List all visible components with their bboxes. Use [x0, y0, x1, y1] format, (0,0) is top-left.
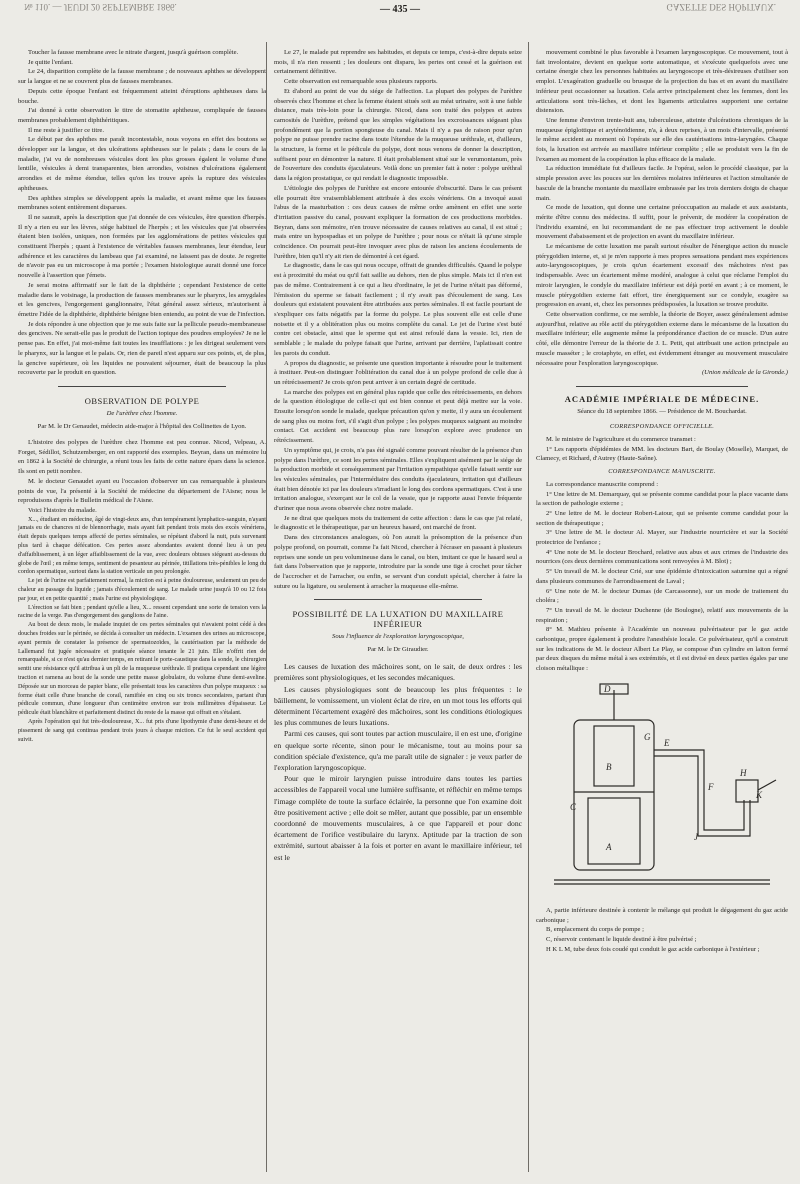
paragraph: 6° Une note de M. le docteur Dumas (de Carcassonne), sur un mode de traitement du choléra ; — [536, 587, 788, 605]
column-3 — [536, 48, 788, 954]
col2-paragraphs — [274, 48, 522, 591]
article-author: Par M. le Dr Giraudier. — [367, 646, 429, 654]
paragraph: Il ne saurait, après la description que j'ai donnée de ces vésicules, être question d'herpès. Il n'y a rien eu sur les lèvres, siége habituel de l'herpès ; et les vésicules que j'ai observées étaient bien isolées, uniques, non formées par les agglomérations de petites vésicules qui constituent l'herpès ; quant à l'existence de véritables fausses membranes, leur étendue, leur adhérence et les caractères du lambeau que j'ai examiné, ne laissent pas de doute. Je regrette de n'avoir pas eu un microscope à ma portée ; l'examen histologique aurait donné une force nouvelle à l'assertion que j'émets. — [18, 213, 266, 280]
manuscript-correspondence — [536, 480, 788, 674]
paragraph: Il me reste à justifier ce titre. — [28, 126, 104, 134]
session-line: Séance du 18 septembre 1866. — Présidence de M. Bouchardat. — [577, 407, 747, 415]
apparatus-drawing — [544, 680, 780, 900]
paragraph: Cette observation confirme, ce me semble, la théorie de Boyer, assez généralement admise aujourd'hui, relative au rôle actif du ptérygoïdien externe dans le mécanisme de la luxation du maxillaire inférieur; elle augmente même la prépondérance d'action de ce muscle. D'un autre côté, elle démontre l'erreur de la théorie de J. L. Petit, qui attribuait une action principale au muscle masséter ; le crotaphyte, en effet, est évidemment étranger au mouvement musculaire nécessaire pour l'exploration laryngoscopique. — [536, 310, 788, 367]
paragraph: Au bout de deux mois, le malade inquiet de ces pertes séminales qui n'avaient point cédé à des douches froides sur le périnée, se décida à consulter un médecin. L'examen des urines au microscope, ayant permis de constater la présence de spermatozoïdes, la cautérisation par la méthode de Lallemand fut jugée nécessaire et pratiquée séance tenante le 21 juin. Elle n'offrit rien de remarquable, si ce n'est qu'au dernier temps, en retirant le porte-caustique dans la sonde, le chirurgien sentit une résistance qu'il attribua à un pli de la muqueuse uréthrale. Il pratiqua cependant une légère traction et ramena au bout de la sonde une petite masse globulaire, du volume d'une demi-aveline. Déposée sur un morceau de papier blanc, elle présentait tous les caractères d'un polype muqueux : sa forme était celle d'une branche de corail, ramifiée en cinq ou six troncs secondaires, partant d'un pédicule commun, d'une longueur d'un centimètre environ sur trois millimètres d'épaisseur. Le pédicule était blanchâtre et parfaitement distinct du reste de la masse qui offrait en s'étalant. — [18, 622, 266, 717]
article-subtitle: De l'urèthre chez l'homme. — [106, 409, 178, 417]
paragraph: La réduction immédiate fut d'ailleurs facile. Je l'opérai, selon le procédé classique, par la simple pression avec les pouces sur les dernières molaires inférieures et l'action simultanée de bascule de la branche montante du maxillaire embrassée par les trois derniers doigts de chaque main. — [536, 165, 788, 202]
paragraph: Après l'opération qui fut très-douloureuse, X... fut pris d'une lipothymie d'une demi-heure et de pissement de sang qui continua pendant trois jours à chaque miction. Ce fut le seul accident qui suivit. — [18, 718, 266, 743]
paragraph: Parmi ces causes, qui sont toutes par action musculaire, il en est une, d'origine en quelque sorte récente, sinon pour le mécanisme, tout au moins pour sa condition spéciale d'existence, qu'a me paraît utile de signaler : je veux parler de l'exploration laryngoscopique. — [274, 729, 522, 773]
paragraph: L'histoire des polypes de l'urèthre chez l'homme est peu connue. Nicod, Velpeau, A. Forget, Sédillot, Schutzemberger, en ont rapporté des exemples. Beyran, dans un mémoire lu en 1862 à la Société de chirurgie, a réuni tous les faits de cette nature épars dans la science. Ils sont en petit nombre. — [18, 439, 266, 476]
divider — [576, 386, 748, 387]
paragraph: 1° Les rapports d'épidémies de MM. les docteurs Bart, de Boulay (Moselle), Marquet, de Clamecy, et Richard, d'Autrey (Haute-Saône). — [536, 445, 788, 463]
paragraph: A, partie inférieure destinée à contenir le mélange qui produit le dégagement du gaz acide carbonique ; — [536, 906, 788, 924]
paragraph: 3° Une lettre de M. le docteur Al. Mayer, sur l'industrie nourricière et sur la Société protectrice de l'enfance ; — [536, 529, 788, 547]
paragraph: Le 24, disparition complète de la fausse membrane ; de nouveaux aphthes se développent sur la langue et ne se couvrent plus de fausses membranes. — [18, 68, 266, 86]
figure-letter: C — [570, 801, 577, 812]
divider — [314, 599, 482, 600]
paragraph: L'érection se fait bien ; pendant qu'elle a lieu, X... ressent cependant une sorte de tension vers la racine de la verge. Pas d'engorgement des ganglions de l'aine. — [18, 604, 266, 620]
section-heading: ACADÉMIE IMPÉRIALE DE MÉDECINE. — [564, 393, 760, 404]
official-correspondence — [536, 435, 788, 464]
pulverizer-illustration — [544, 680, 780, 900]
subsection-heading: CORRESPONDANCE MANUSCRITE. — [608, 468, 716, 476]
subsection-heading: CORRESPONDANCE OFFICIELLE. — [609, 423, 715, 431]
paragraph: Je quitte l'enfant. — [28, 58, 73, 66]
paragraph: B, emplacement du corps de pompe ; — [546, 926, 644, 934]
paragraph: C, réservoir contenant le liquide destiné à être pulvérisé ; — [546, 936, 697, 943]
paragraph: 7° Un travail de M. le docteur Duchenne (de Boulogne), relatif aux mouvements de la respiration ; — [536, 606, 788, 624]
figure-letter: G — [644, 731, 651, 742]
article-title: POSSIBILITÉ DE LA LUXATION DU MAXILLAIRE INFÉRIEUR — [292, 609, 504, 630]
paragraph: Depuis cette époque l'enfant est fréquemment atteint d'éruptions aphtheuses dans la bouche. — [18, 87, 266, 105]
paragraph: Je serai moins affirmatif sur le fait de la diphthérie ; cependant l'existence de cette maladie dans le voisinage, la production de fausses membranes sur le pharynx, les amygdales et les gencives, l'engorgement ganglionnaire, l'état général assez sérieux, m'autorisent à émettre l'idée de la diphthérie, diphthérie bénigne bien entendu, au point de vue de l'infection. — [18, 281, 266, 318]
paragraph: A propos du diagnostic, se présente une question importante à résoudre pour le traitement à instituer. Peut-on distinguer l'oblitération du canal due à un polype profond de celle due à un rétrécissement? Je crois qu'on peut arriver à un certain degré de certitude. — [274, 359, 522, 386]
paragraph: Le jet de l'urine est parfaitement normal, la miction est à peine douloureuse, seulement un peu de chaleur au passage du liquide ; jamais d'écoulement de sang. Le malade urine jusqu'à 10 ou 12 fois par jour, et en petite quantité ; mais l'urine est physiologique. — [18, 578, 266, 602]
paragraph: mouvement combiné le plus favorable à l'examen laryngoscopique. Ce mouvement, tout à fait involontaire, devient en quelque sorte automatique, et s'exécute quelquefois avec une certaine énergie chez les personnes habituées au laryngoscope et très-désireuses d'utiliser son emploi. L'exagération graduelle ou brusque de la projection du bas et en avant du maxillaire inférieur peut occasionner sa luxation. Cela arrive principalement chez les femmes, dont les articulations sont très-lâches, et dont les ligaments articulaires supportent une certaine distension. — [536, 49, 788, 115]
figure-letter: B — [606, 761, 612, 772]
col2-luxation-paragraphs — [274, 661, 522, 863]
paragraph: Le début par des aphthes me paraît incontestable, nous voyons en effet des boutons se développer sur la langue, et des ulcérations aphtheuses sur le palais ; dans le cours de la maladie, j'ai vu de nombreuses vésicules dont les plus grosses égalent le volume d'une lentille, vésicules à demi transparentes, bien arrondies, voisines d'ulcérations également arrondies et de même étendue, telles qu'on les trouve après la rupture des vésicules aphtheuses. — [18, 136, 266, 192]
figure-letter: H — [740, 767, 747, 778]
paragraph: J'ai donné à cette observation le titre de stomatite aphtheuse, compliquée de fausses membranes probablement diphthéritiques. — [18, 107, 266, 124]
paragraph: Le 27, le malade put reprendre ses habitudes, et depuis ce temps, c'est-à-dire depuis seize mois, il n'a rien ressenti ; les douleurs ont disparu, les pertes ont cessé et la guérison est certainement définitive. — [274, 49, 522, 76]
figure-letter: E — [664, 737, 670, 748]
divider — [58, 386, 226, 387]
col1-case-paragraphs — [18, 516, 266, 745]
paragraph: 4° Une note de M. le docteur Brochard, relative aux abus et aux crimes de l'industrie des nourrices (ces deux dernières communications sont renvoyées à M. Blot) ; — [536, 548, 788, 566]
paragraph: 8° M. Mathieu présente à l'Académie un nouveau pulvérisateur par le gaz acide carbonique, propre également à produire l'anesthésie locale. Ce pulvérisateur, qu'il a construit sur les indications de M. le docteur Albert Le Play, se compose d'un cylindre en laiton fermé par deux disques du même métal à ses extrémités, et il est divisé en deux parties égales par une cloison métallique : — [536, 626, 788, 673]
paragraph: Dans des circonstances analogues, où l'on aurait la présomption de la présence d'un polype profond, on pourrait, comme l'a fait Nicod, chercher à l'écraser en passant à plusieurs reprises une sonde un peu volumineuse dans le canal, ou bien, imitant ce que le hasard seul a fait dans l'observation que je rapporte, introduire par la sonde une tige à crochet pour tâcher de l'accrocher et de l'arracher, ou enfin, se servant d'un conduit spécial, chercher à faire la suture ou la ligature, ou seulement à arracher la muqueuse elle-même. — [274, 534, 522, 590]
paragraph: Le mécanisme de cette luxation me paraît surtout résulter de l'énergique action du muscle ptérygoïdien interne, et, si je m'en rapporte à mes propres sensations pendant mes expériences auto-laryngoscopiques, je crois qu'un écartement excessif des mâchoires n'est pas indispensable. Avec un écartement même modéré, analogue à celui que réclame l'emploi du miroir laryngien, le condyle du maxillaire inférieur est déjà porté en avant ; à ce moment, le muscle ptérygoïdien externe fait effort, tire énergiquement sur ce condyle, exagère sa progression en avant, et, chez les personnes prédisposées, la luxation se trouve produite. — [536, 243, 788, 309]
column-2 — [274, 48, 522, 863]
paragraph: Et d'abord au point de vue du siége de l'affection. La plupart des polypes de l'urèthre observés chez l'homme et chez la femme étaient situés soit au méat urinaire, soit à une faible distance, mais très-loin pour la chirurgie. Nicod, dans son traité des polypes et autres carnosités de l'urèthre, prétend que les simples végétations les excroissances siégeant plus profondément que la portion spongieuse du canal. Mais il n'y a pas de raison pour qu'un polype ne puisse prendre racine dans toute l'étendue de la muqueuse uréthrale, et, d'ailleurs, la structure, la forme et le pédicule du polype, dont nous venons de donner la description, suffisent pour en démontrer la nature. Il était probablement situé sur le verumontanum, près de l'ouverture des conduits éjaculateurs. Voilà donc un premier fait à noter : polype uréthral dans la région prostatique, ce qui rendait le diagnostic impossible. — [274, 87, 522, 183]
paragraph: 1° Une lettre de M. Demarquay, qui se présente comme candidat pour la place vacante dans la section de pathologie externe ; — [536, 490, 788, 508]
paragraph: Pour que le miroir laryngien puisse introduire dans toutes les parties accessibles de l'appareil vocal une lumière suffisante, et réfléchir en même temps l'image complète de toute la surface éclairée, la personne que l'on examine doit être positivement active ; elle doit se mêler, autant que possible, par un ensemble coordonné de mouvements musculaires, à ce que l'appareil et pour donc écartement de l'orifice vestibulaire du larynx. Aptitude par la traction de son extrémité, surtout abaisser à la fois et porter en avant le maxillaire inférieur, tel est le — [274, 774, 522, 862]
paragraph: Je ne dirai que quelques mots du traitement de cette affection : dans le cas que j'ai relaté, le diagnostic et le thérapeutique, par un heureux hasard, ont marché de front. — [274, 514, 522, 532]
bleed-through-text: № 110. — JEUDI 20 SEPTEMBRE 1866. — [24, 2, 177, 12]
col3-paragraphs — [536, 48, 788, 368]
paragraph: Un symptôme qui, je crois, n'a pas été signalé comme pouvant résulter de la présence d'un polype dans l'urèthre, ce sont les pertes séminales. Elles s'expliquent aisément par le siége de la production morbide et conséquemment par l'irritation sympathique qu'elle faisait sentir sur les vésicules séminales, par l'intermédiaire des conduits éjaculateurs, irritation qui d'ailleurs était bien dénotée ici par les douleurs s'irradiant le long des cordons spermatiques. C'est à une irritation analogue, s'exerçant sur le col de la vessie, que je rapporte aussi l'envie fréquente d'uriner que nous avons observée chez notre malade. — [274, 446, 522, 513]
figure-letter: A — [606, 841, 612, 852]
paragraph: Je dois répondre à une objection que je me suis faite sur la pellicule pseudo-membraneuse des gencives. Ne serait-elle pas le produit de l'action topique des poudres employées? Je ne le pense pas. En effet, j'ai moi-même fait toutes les insufflations : je les dirigeai seulement vers le pharynx, sur la langue et le palais. Or, rien de pareil n'est apparu sur ces points, et, de plus, la gencive supérieure, où les liquides ne pouvaient séjourner, était de beaucoup la plus recouverte par le produit en question. — [18, 320, 266, 377]
col1-intro-paragraphs — [18, 438, 266, 516]
paragraph: 5° Un travail de M. le docteur Crié, sur une épidémie d'intoxication saturnine qui a régné dans plusieurs communes de l'arrondissement de Laval ; — [536, 568, 788, 585]
figure-letter: K — [756, 789, 763, 800]
figure-letter: J — [694, 831, 698, 842]
paragraph: Ce mode de luxation, qui donne une certaine préoccupation au malade et aux assistants, mérite d'être connu des médecins. Il suffit, pour le prévenir, de modérer la coopération de l'individu examiné, en lui recommandant de ne pas effectuer trop activement le double mouvement d'abaissement et de projection en avant du maxillaire inférieur. — [536, 204, 788, 241]
paragraph: Cette observation est remarquable sous plusieurs rapports. — [284, 78, 438, 86]
paragraph: Les causes de luxation des mâchoires sont, on le sait, de deux ordres : les premières sont physiologiques, et les secondes mécaniques. — [274, 662, 522, 683]
paragraph: Le diagnostic, dans le cas qui nous occupe, offrait de grandes difficultés. Quand le polype est à proximité du méat ou qu'il fait saillie au dehors, rien de plus simple. Mais ici il n'en est pas de même. Contrairement à ce qui a lieu d'ordinaire, le jet de l'urine n'était pas déformé, l'émission du sperme se faisait facilement ; il n'y avait pas d'écoulement de sang. Les douleurs qui existaient pouvaient être attribuées aux pertes séminales. Il est facile pourtant de s'expliquer ces faits négatifs par la forme du polype. Le plus souvent elle est celle d'une noisette et il y a oblitération plus ou moins complète du canal. Le jet de l'urine s'est buté contre cet obstacle, ainsi que le sperme qui est ainsi refoulé dans la vessie. Ici, rien de semblable ; le malade du polype faisait que l'urine, arrivant par derrière, l'aplatissait contre les parois du conduit. — [274, 262, 522, 357]
source-citation: (Union médicale de la Gironde.) — [701, 369, 788, 377]
paragraph: L'étiologie des polypes de l'urèthre est encore entourée d'obscurité. Dans le cas présent elle pourrait être vraisemblablement attribuée à des excès vénériens. On a invoqué aussi l'abus de la masturbation : ces deux causes de même ordre amènent en effet une sorte d'irritation passive du canal, pouvant expliquer la formation de ces productions morbides. Beyran, dans son mémoire, n'en trouve nécessaire de causes relatives au canal, il est situé ; mais entre un hypospadias et un polype de l'urèthre ; pour nous ce n'était là qu'une simple coïncidence. On pourrait peut-être invoquer avec plus de raison les anciens écoulements de l'urèthre, bien qu'il n'y ait rien de démontré à cet égard. — [274, 184, 522, 260]
paragraph: Des aphthes simples se développent après la maladie, et avant même que les fausses membranes soient entièrement disparues. — [18, 194, 266, 212]
figure-letter: F — [708, 781, 714, 792]
article-title: OBSERVATION DE POLYPE — [84, 395, 200, 406]
paragraph: La marche des polypes est en général plus rapide que celle des rétrécissements, en dehors de la question étiologique de celle-ci qui est bien connue et peut déjà mettre sur la voie. Ensuite lorsqu'on sonde le malade, quelque précaution qu'on y mette, il y aura un écoulement de sang plus ou moins fort, s'il s'agit d'un polype ; les polypes muqueux saignant au moindre contact. Cet accident est beaucoup plus rare lorsqu'on explore avec prudence un rétrécissement. — [274, 388, 522, 445]
figure-letter: D — [604, 683, 611, 694]
article-subtitle: Sous l'influence de l'exploration laryngoscopique, — [332, 632, 464, 640]
paragraph: 2° Une lettre de M. le docteur Robert-Latour, qui se présente comme candidat pour la section de thérapeutique ; — [536, 509, 788, 527]
paragraph: M. le docteur Genaudet ayant eu l'occasion d'observer un cas remarquable à plusieurs points de vue, l'a présenté à la Société de médecine du département de l'Aisne; nous le reproduisons d'après le Bulletin médical de l'Aisne. — [18, 477, 266, 505]
bleed-through-text: GAZETTE DES HÔPITAUX. — [666, 2, 776, 12]
paragraph: La correspondance manuscrite comprend : — [546, 480, 659, 488]
paragraph: Toucher la fausse membrane avec le nitrate d'argent, jusqu'à guérison complète. — [28, 49, 239, 56]
paragraph: X..., étudiant en médecine, âgé de vingt-deux ans, d'un tempérament lymphatico-sanguin, n'ayant jamais eu de chancres ni de blennorrhagie, mais ayant fait pendant trois mois des excès vénériens, était depuis quelques temps affecté de pertes séminales, se répétant d'abord la nuit, puis survenant plus tard à chaque défécation. Ces pertes assez abondantes avaient donné lieu à un peu d'affaiblissement, à un léger affaiblissement de la vue, avec douleurs obtuses siégeant au-dessus du globe de l'œil ; en même temps, sentiment de pesanteur au périnée, titillations très-pénibles le long du cordon spermatique, surtout dans la station verticale un peu prolongée. — [18, 516, 266, 576]
page-header — [0, 0, 800, 20]
paragraph: Une femme d'environ trente-huit ans, tuberculeuse, atteinte d'ulcérations chroniques de la muqueuse épiglottique et aryténoïdienne, n'a, à deux reprises, à un mois d'intervalle, présenté le même accident au moment où l'opérais sur elle des cautérisations intra-laryngées. Chaque fois, la luxation est arrivée au maxillaire inférieur complète ; elle se produisit vers la fin de l'examen au moment de la coopération la plus efficace de la malade. — [536, 116, 788, 163]
col1-paragraphs — [18, 48, 266, 378]
column-rule — [528, 42, 529, 1172]
article-author: Par M. le Dr Genaudet, médecin aide-major à l'hôpital des Collinettes de Lyon. — [37, 423, 247, 431]
paragraph: H K L M, tube deux fois coudé qui conduit le gaz acide carbonique à l'extérieur ; — [546, 945, 760, 953]
column-rule — [266, 42, 267, 1172]
paragraph: M. le ministre de l'agriculture et du commerce transmet : — [546, 436, 696, 444]
column-1 — [18, 48, 266, 744]
paragraph: Voici l'histoire du malade. — [28, 506, 97, 514]
paragraph: Les causes physiologiques sont de beaucoup les plus fréquentes : le bâillement, le vomissement, un violent éclat de rire, en un mot tous les efforts qui déterminent l'écartement exagéré des mâchoires, sont les conditions étiologiques les plus communes de leurs luxations. — [274, 684, 522, 728]
page-number: — 435 — — [380, 4, 420, 15]
figure-legend — [536, 906, 788, 955]
